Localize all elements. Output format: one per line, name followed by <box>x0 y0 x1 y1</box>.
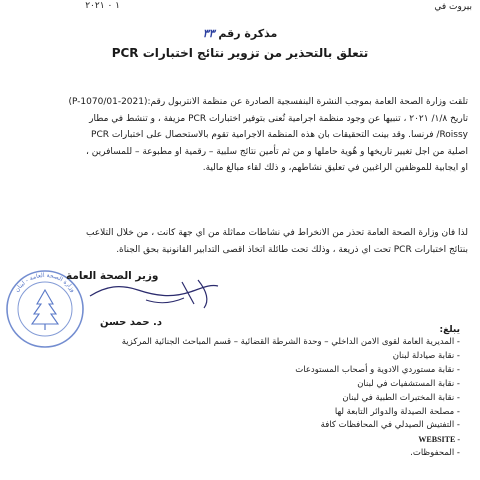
body-paragraph-1 <box>12 94 468 177</box>
list-item: - نقابة المختبرات الطبية في لبنان <box>342 392 460 403</box>
body-line: Roissy/ فرنسا. وقد بينت التحقيقات بان هذه المنظمة الاجرامية تقوم بالاستحصال على اختبارات PCR <box>91 130 468 140</box>
body-line: لذا فان وزارة الصحة العامة تحذر من الانخراط في نشاطات مماثلة من اي جهة كانت ، من خلال التلاعب <box>85 228 468 238</box>
memo-date: ١ ٠ ٢٠٢١ <box>85 1 120 11</box>
place-label: بيروت في <box>434 2 472 12</box>
distribution-list <box>40 336 460 461</box>
list-item: - WEBSITE <box>418 435 460 445</box>
stamp-text: وزارة الصحة العامة - لبنان <box>13 271 77 294</box>
memo-label: مذكرة رقم <box>218 27 278 40</box>
memo-subject: تتعلق بالتحذير من تزوير نتائج اختبارات PCR <box>111 46 369 60</box>
body-paragraph-2 <box>12 225 468 258</box>
list-item: - التفتيش الصيدلي في المحافظات كافة <box>320 420 460 431</box>
body-line: تلقت وزارة الصحة العامة بموجب النشرة البنفسجية الصادرة عن منظمة الانتربول رقم:(P-1070/01-2021) <box>68 97 468 107</box>
list-item: - المديرية العامة لقوى الامن الداخلي – وحدة الشرطة القضائية – قسم المباحث الجنائية المركزية <box>121 337 460 347</box>
list-item: - المحفوظات. <box>410 448 460 459</box>
body-line: تاريخ ١/٨/ ٢٠٢١ ، تنبيها عن وجود منظمة اجرامية تُعنى بتوفير اختبارات PCR مزيفة ، و تنشط في مطار <box>89 113 468 124</box>
signature <box>86 274 236 314</box>
list-item: - نقابة المستشفيات في لبنان <box>357 378 460 389</box>
minister-title: وزير الصحة العامة <box>66 270 159 282</box>
list-item: - مصلحة الصيدلة والدوائر التابعة لها <box>334 406 460 417</box>
memo-number: ٣٣ <box>202 27 215 40</box>
cedar-icon <box>32 290 58 324</box>
body-line: او ايجابية للموظفين الراغبين في تعليق نشاطهم، و ذلك لقاء مبالغ مالية. <box>202 163 468 173</box>
body-line: اصلية من اجل تغيير تاريخها و هُوية حاملها و من ثم تأمين نتائج سلبية – رقمية او مطبوعة – للمسافرين ، <box>86 146 468 157</box>
list-item: - نقابة صيادلة لبنان <box>392 350 460 361</box>
minister-name: د. حمد حسن <box>100 317 162 328</box>
distribution-label: يبلغ: <box>439 325 460 335</box>
memo-title <box>0 27 480 40</box>
body-line: بنتائج اختبارات PCR تحت اي ذريعة ، وذلك تحت طائلة اتخاذ اقصى التدابير القانونية بحق الجناة. <box>116 244 468 255</box>
list-item: - نقابة مستوردي الادوية و أصحاب المستودعات <box>295 364 460 375</box>
